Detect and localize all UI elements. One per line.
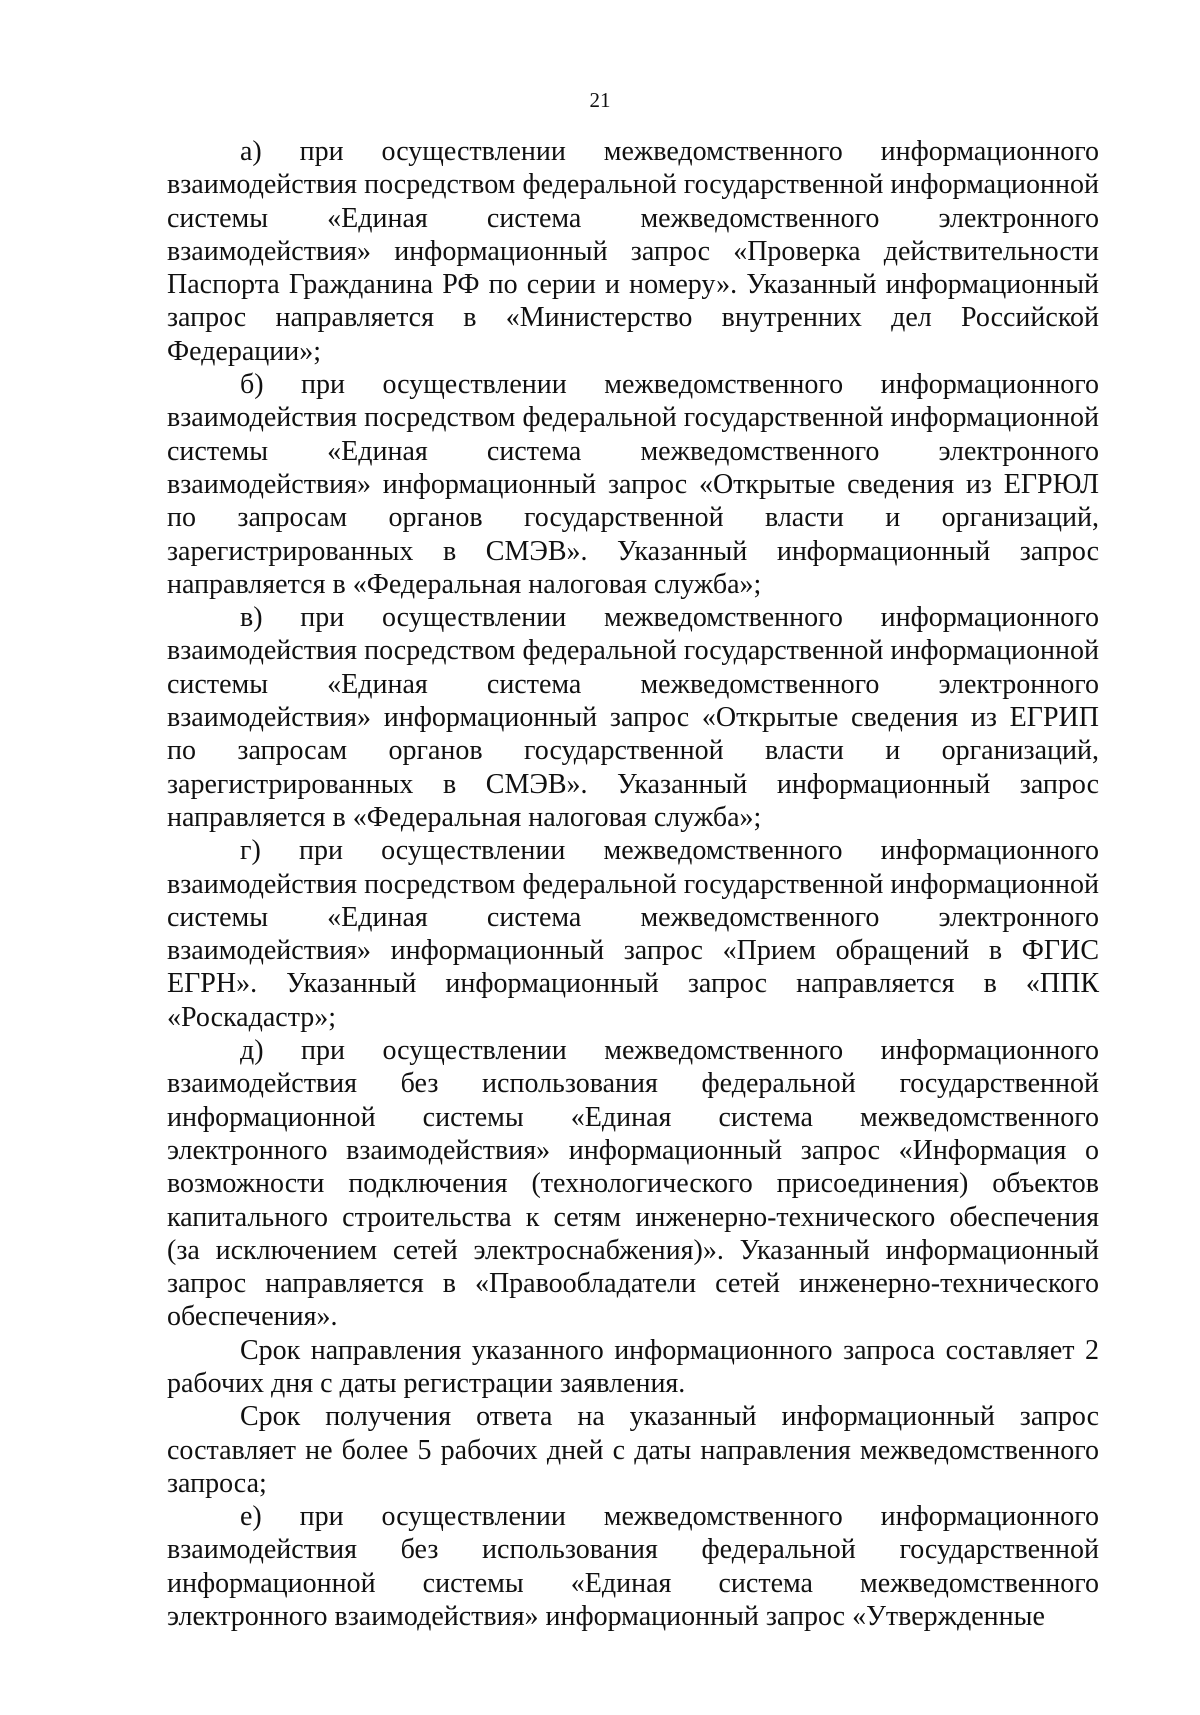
paragraph-response-deadline: Срок получения ответа на указанный информационный запрос составляет не более 5 рабочих дней с даты направления межведомственного запроса; (167, 1401, 1099, 1499)
paragraph-a: а) при осуществлении межведомственного информационного взаимодействия посредством федеральной государственной информационной системы «Единая система межведомственного электронного взаимодействия» информационный запрос «Проверка действительности Паспорта Гражданина РФ по серии и номеру». Указанный информационный запрос направляется в «Министерство внутренних дел Российской Федерации»; (167, 136, 1099, 367)
paragraph-e: е) при осуществлении межведомственного информационного взаимодействия без использования федеральной государственной информационной системы «Единая система межведомственного электронного взаимодействия» информационный запрос «Утвержденные (167, 1501, 1099, 1633)
paragraph-b: б) при осуществлении межведомственного информационного взаимодействия посредством федеральной государственной информационной системы «Единая система межведомственного электронного взаимодействия» информационный запрос «Открытые сведения из ЕГРЮЛ по запросам органов государственной власти и организаций, зарегистрированных в СМЭВ». Указанный информационный запрос направляется в «Федеральная налоговая служба»; (167, 369, 1099, 600)
paragraph-g: г) при осуществлении межведомственного информационного взаимодействия посредством федеральной государственной информационной системы «Единая система межведомственного электронного взаимодействия» информационный запрос «Прием обращений в ФГИС ЕГРН». Указанный информационный запрос направляется в «ППК «Роскадастр»; (167, 835, 1099, 1033)
page-number: 21 (589, 88, 611, 112)
paragraph-d: д) при осуществлении межведомственного информационного взаимодействия без использования федеральной государственной информационной системы «Единая система межведомственного электронного взаимодействия» информационный запрос «Информация о возможности подключения (технологического присоединения) объектов капитального строительства к сетям инженерно-технического обеспечения (за исключением сетей электроснабжения)». Указанный информационный запрос направляется в «Правообладатели сетей инженерно-технического обеспечения». (167, 1035, 1099, 1333)
document-body (167, 135, 1099, 1633)
paragraph-v: в) при осуществлении межведомственного информационного взаимодействия посредством федеральной государственной информационной системы «Единая система межведомственного электронного взаимодействия» информационный запрос «Открытые сведения из ЕГРИП по запросам органов государственной власти и организаций, зарегистрированных в СМЭВ». Указанный информационный запрос направляется в «Федеральная налоговая служба»; (167, 602, 1099, 833)
paragraph-request-deadline: Срок направления указанного информационного запроса составляет 2 рабочих дня с даты регистрации заявления. (167, 1334, 1099, 1399)
